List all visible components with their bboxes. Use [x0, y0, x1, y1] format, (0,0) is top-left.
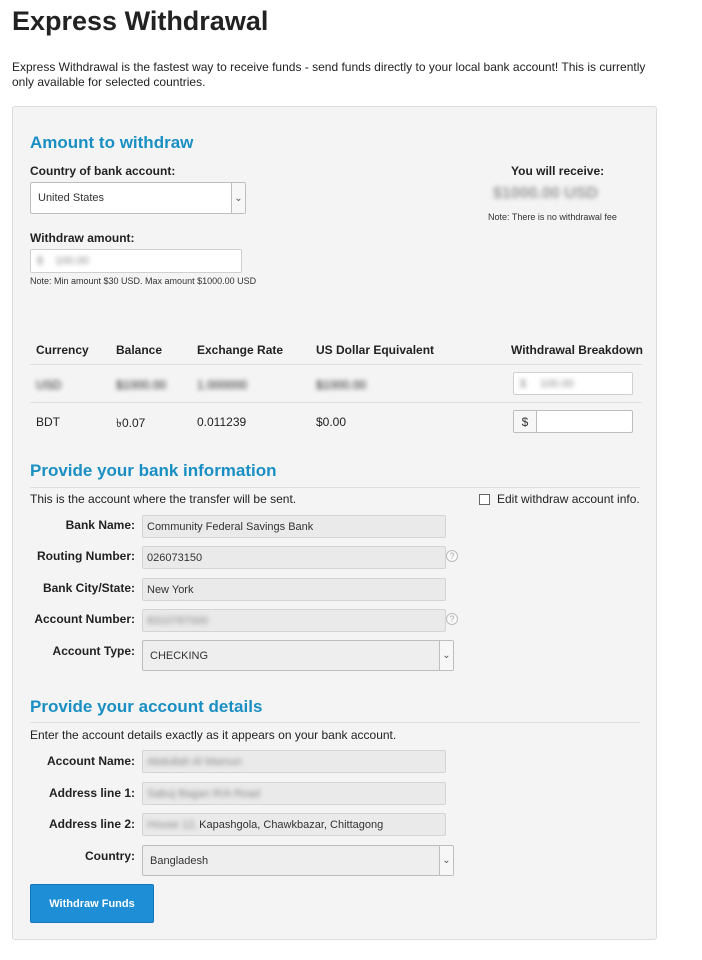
account-name-value: Abdullah Al Mamun	[147, 755, 242, 768]
account-name-field[interactable]	[142, 750, 446, 773]
withdraw-funds-button[interactable]: Withdraw Funds	[30, 884, 154, 923]
th-balance: Balance	[116, 343, 163, 357]
address-line-2-hidden: House 12,	[147, 818, 198, 831]
row-balance: ৳0.07	[116, 416, 146, 430]
section-divider	[30, 487, 640, 488]
routing-number-field[interactable]	[142, 546, 446, 569]
chevron-down-icon: ⌄	[439, 641, 453, 670]
withdraw-amount-label: Withdraw amount:	[30, 231, 135, 245]
help-icon[interactable]: ?	[446, 550, 458, 562]
account-number-value: 8310787000	[147, 614, 209, 627]
row-balance: $1000.00	[116, 378, 167, 392]
you-will-receive-label: You will receive:	[511, 164, 605, 178]
bank-city-field[interactable]	[142, 578, 446, 601]
bank-name-field[interactable]	[142, 515, 446, 538]
row-usd-equivalent: $0.00	[316, 415, 347, 429]
account-number-field[interactable]	[142, 609, 446, 632]
account-type-select[interactable]	[142, 640, 454, 671]
you-will-receive-value: $1000.00 USD	[493, 185, 598, 202]
amount-section-title: Amount to withdraw	[30, 133, 194, 152]
withdraw-panel	[12, 106, 657, 940]
table-divider	[30, 402, 642, 403]
account-section-title: Provide your account details	[30, 697, 263, 716]
breakdown-input[interactable]	[513, 410, 633, 433]
breakdown-prefix: $	[514, 411, 537, 432]
intro-text: Express Withdrawal is the fastest way to receive funds - send funds directly to your local bank account! This is currently only available for selected countries.	[12, 60, 646, 89]
bank-section-subtitle: This is the account where the transfer will be sent.	[30, 492, 297, 506]
country-of-bank-label: Country of bank account:	[30, 164, 176, 178]
address-line-1-field[interactable]	[142, 782, 446, 805]
help-icon[interactable]: ?	[446, 613, 458, 625]
min-max-note: Note: Min amount $30 USD. Max amount $1000.00 USD	[30, 276, 257, 286]
row-rate: 0.011239	[197, 415, 247, 429]
withdraw-amount-input[interactable]	[30, 249, 242, 273]
th-withdrawal-breakdown: Withdrawal Breakdown	[511, 343, 643, 357]
bank-name-value: Community Federal Savings Bank	[147, 520, 314, 533]
address-line-2-value: Kapashgola, Chawkbazar, Chittagong	[199, 818, 384, 831]
chevron-down-icon: ⌄	[231, 183, 245, 213]
address-line-2-field[interactable]	[142, 813, 446, 836]
address-line-1-value: Sabuj Bagan R/A Road	[147, 787, 261, 800]
bank-city-label: Bank City/State:	[42, 581, 135, 595]
account-number-label: Account Number:	[34, 612, 135, 626]
country-of-bank-value: United States	[38, 192, 105, 204]
edit-account-checkbox[interactable]	[479, 494, 490, 505]
country-label: Country:	[85, 849, 135, 863]
th-exchange-rate: Exchange Rate	[197, 343, 284, 357]
routing-number-label: Routing Number:	[37, 549, 135, 563]
row-currency: BDT	[36, 415, 60, 429]
row-usd-equivalent: $1000.00	[316, 378, 367, 392]
country-of-bank-select[interactable]	[30, 182, 246, 214]
account-section-subtitle: Enter the account details exactly as it appears on your bank account.	[30, 728, 397, 742]
th-usd-equivalent: US Dollar Equivalent	[316, 343, 435, 357]
bank-city-value: New York	[147, 583, 194, 596]
edit-account-label[interactable]: Edit withdraw account info.	[497, 492, 640, 506]
breakdown-value: 100.00	[540, 377, 574, 390]
chevron-down-icon: ⌄	[439, 846, 453, 875]
address-line-2-label: Address line 2:	[48, 817, 135, 831]
bank-name-label: Bank Name:	[65, 518, 135, 532]
country-select[interactable]	[142, 845, 454, 876]
breakdown-input[interactable]	[513, 372, 633, 395]
routing-number-value: 026073150	[147, 551, 203, 564]
account-type-label: Account Type:	[52, 644, 135, 658]
withdraw-amount-value: 100.00	[55, 255, 89, 267]
address-line-1-label: Address line 1:	[48, 786, 135, 800]
row-rate: 1.000000	[197, 378, 248, 392]
account-type-value: CHECKING	[150, 649, 209, 662]
row-currency: USD	[36, 378, 62, 392]
th-currency: Currency	[36, 343, 89, 357]
withdraw-amount-prefix: $	[37, 255, 44, 267]
account-name-label: Account Name:	[46, 754, 135, 768]
section-divider	[30, 722, 640, 723]
breakdown-prefix: $	[520, 377, 527, 390]
table-divider	[30, 364, 642, 365]
country-value: Bangladesh	[150, 854, 209, 867]
page-title: Express Withdrawal	[12, 6, 269, 36]
no-fee-note: Note: There is no withdrawal fee	[488, 212, 617, 222]
bank-section-title: Provide your bank information	[30, 461, 277, 480]
